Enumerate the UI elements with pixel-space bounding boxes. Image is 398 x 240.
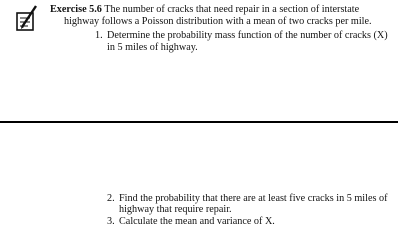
page-divider: [0, 121, 398, 123]
question-text: Calculate the mean and variance of X.: [119, 216, 275, 228]
question-item: [95, 30, 395, 53]
exercise-block: [50, 4, 395, 54]
pencil-notepad-icon: [12, 3, 42, 33]
question-number: 2.: [107, 193, 115, 204]
question-number: 3.: [107, 216, 115, 228]
question-list-bottom: [107, 193, 392, 229]
question-text: Determine the probability mass function of the number of cracks (X) in 5 miles of highway.: [107, 30, 388, 53]
question-text: Find the probability that there are at least five cracks in 5 miles of highway that require repair.: [119, 193, 388, 216]
question-item: [107, 193, 392, 215]
exercise-intro: [50, 4, 395, 27]
exercise-title: Exercise 5.6: [50, 4, 102, 15]
exercise-intro-text: The number of cracks that need repair in a section of interstate highway follows a Poisson distribution with a mean of two cracks per mile.: [64, 4, 372, 27]
question-list-top: [95, 30, 395, 53]
question-item: [107, 216, 392, 227]
question-number: 1.: [95, 30, 103, 41]
